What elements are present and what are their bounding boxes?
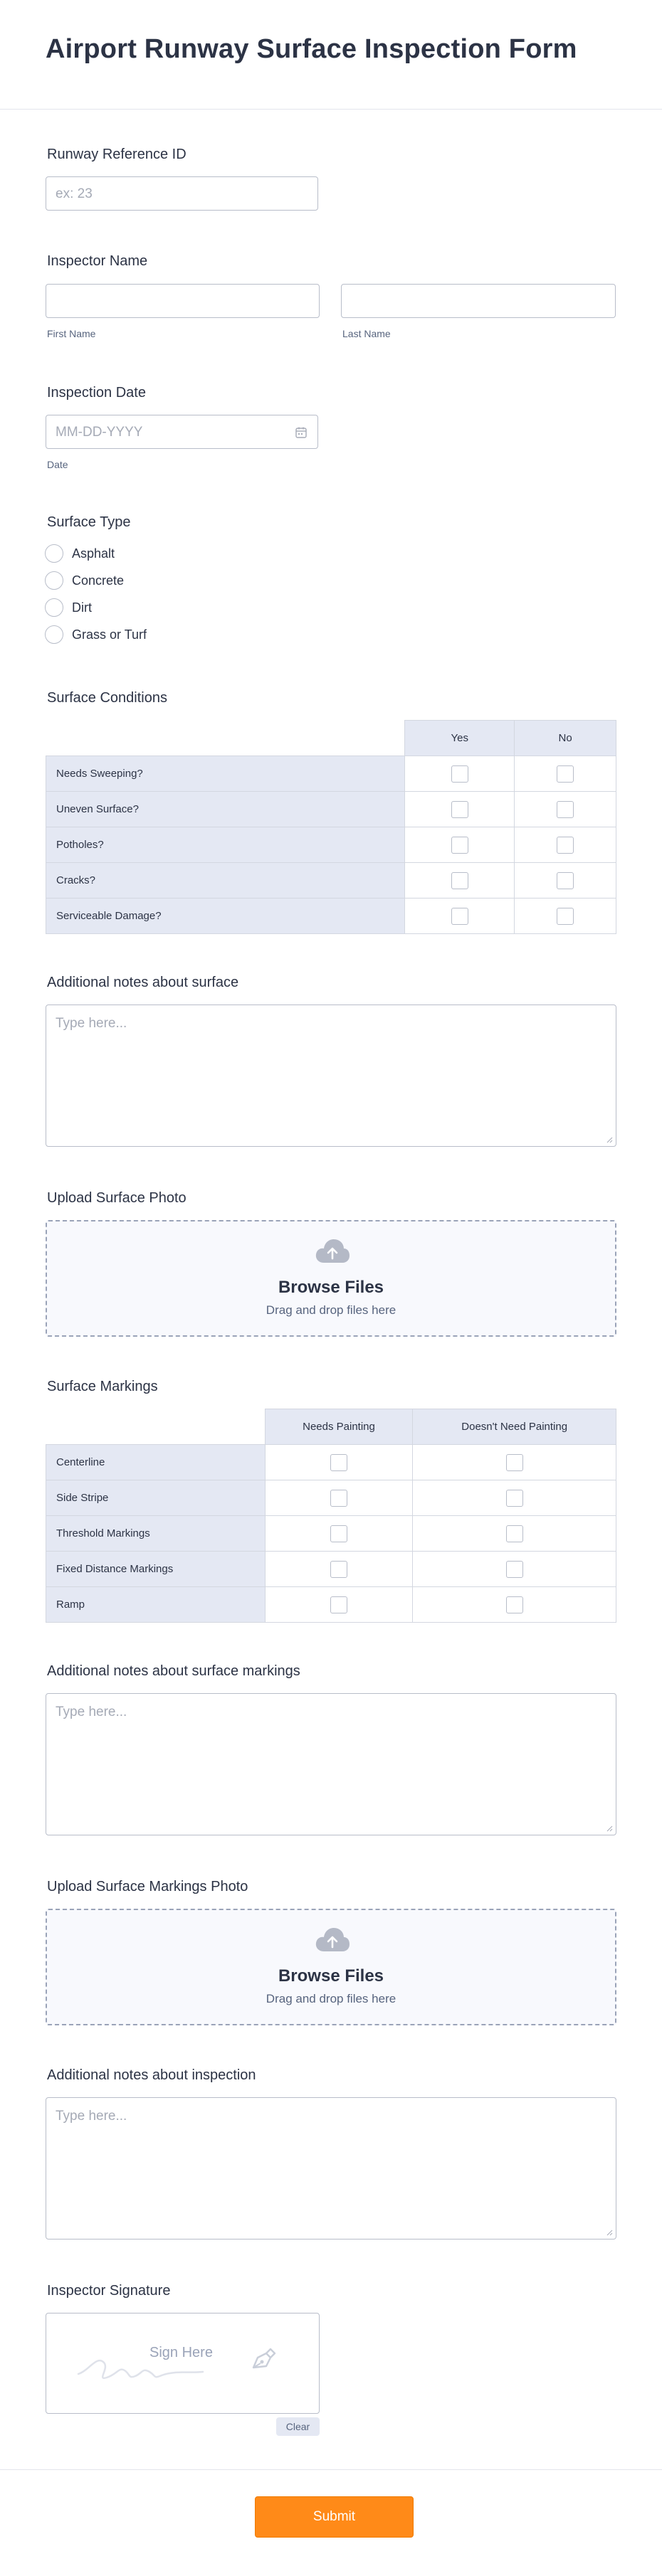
- surface-markings-label: Surface Markings: [47, 1379, 158, 1394]
- browse-files-text[interactable]: Browse Files: [278, 1278, 384, 1297]
- checkbox-no[interactable]: [557, 908, 574, 925]
- submit-button[interactable]: Submit: [255, 2496, 414, 2538]
- upload-surface-label: Upload Surface Photo: [47, 1190, 186, 1206]
- checkbox-no[interactable]: [557, 837, 574, 854]
- surface-type-label: Surface Type: [47, 514, 131, 530]
- radio-grass-label[interactable]: Grass or Turf: [72, 627, 147, 642]
- inspection-date-label: Inspection Date: [47, 385, 146, 401]
- col-header-doesnt-need-painting: Doesn't Need Painting: [413, 1409, 616, 1445]
- inspection-date-sublabel: Date: [47, 459, 68, 470]
- checkbox-needs-painting[interactable]: [330, 1490, 347, 1507]
- radio-grass[interactable]: [45, 625, 63, 644]
- radio-concrete[interactable]: [45, 571, 63, 590]
- row-label: Needs Sweeping?: [46, 756, 405, 792]
- clear-signature-button[interactable]: Clear: [276, 2417, 320, 2436]
- surface-conditions-matrix: [46, 720, 616, 934]
- checkbox-needs-painting[interactable]: [330, 1454, 347, 1471]
- checkbox-no[interactable]: [557, 872, 574, 889]
- inspection-date-input[interactable]: [46, 415, 318, 449]
- table-row: [46, 1552, 616, 1587]
- surface-markings-matrix: [46, 1409, 616, 1623]
- checkbox-doesnt-need-painting[interactable]: [506, 1561, 523, 1578]
- last-name-input[interactable]: [341, 284, 616, 318]
- col-header-yes: Yes: [405, 721, 515, 756]
- table-row: [46, 1445, 616, 1480]
- form-title: Airport Runway Surface Inspection Form: [46, 34, 577, 64]
- checkbox-yes[interactable]: [451, 837, 468, 854]
- runway-ref-label: Runway Reference ID: [47, 147, 186, 162]
- row-label: Potholes?: [46, 827, 405, 863]
- upload-surface-dropzone[interactable]: [46, 1220, 616, 1337]
- col-header-needs-painting: Needs Painting: [265, 1409, 413, 1445]
- drag-drop-text: Drag and drop files here: [266, 1303, 396, 1317]
- checkbox-doesnt-need-painting[interactable]: [506, 1596, 523, 1613]
- checkbox-yes[interactable]: [451, 801, 468, 818]
- table-row: [46, 1587, 616, 1623]
- radio-dirt-label[interactable]: Dirt: [72, 600, 92, 615]
- checkbox-doesnt-need-painting[interactable]: [506, 1454, 523, 1471]
- radio-asphalt[interactable]: [45, 544, 63, 563]
- first-name-input[interactable]: [46, 284, 320, 318]
- table-row: [46, 899, 616, 934]
- notes-surface-placeholder: Type here...: [56, 1016, 127, 1031]
- radio-asphalt-label[interactable]: Asphalt: [72, 546, 115, 561]
- upload-markings-label: Upload Surface Markings Photo: [47, 1879, 248, 1894]
- footer-divider: [0, 2469, 662, 2470]
- resize-handle-icon[interactable]: [606, 2229, 613, 2236]
- checkbox-yes[interactable]: [451, 765, 468, 783]
- row-label: Threshold Markings: [46, 1516, 266, 1552]
- table-row: [46, 1516, 616, 1552]
- signature-label: Inspector Signature: [47, 2283, 171, 2299]
- notes-surface-label: Additional notes about surface: [47, 975, 239, 990]
- checkbox-no[interactable]: [557, 801, 574, 818]
- notes-markings-placeholder: Type here...: [56, 1705, 127, 1719]
- runway-ref-input[interactable]: [46, 176, 318, 211]
- table-row: [46, 792, 616, 827]
- notes-markings-label: Additional notes about surface markings: [47, 1663, 300, 1679]
- notes-inspection-label: Additional notes about inspection: [47, 2067, 256, 2083]
- drag-drop-text: Drag and drop files here: [266, 1992, 396, 2005]
- table-row: [46, 863, 616, 899]
- notes-surface-textarea[interactable]: [46, 1005, 616, 1147]
- signature-pad[interactable]: [46, 2313, 320, 2414]
- pen-nib-icon: [248, 2345, 279, 2376]
- checkbox-no[interactable]: [557, 765, 574, 783]
- radio-concrete-label[interactable]: Concrete: [72, 573, 125, 588]
- upload-markings-dropzone[interactable]: [46, 1909, 616, 2025]
- row-label: Cracks?: [46, 863, 405, 899]
- row-label: Ramp: [46, 1587, 266, 1623]
- radio-dirt[interactable]: [45, 598, 63, 617]
- row-label: Uneven Surface?: [46, 792, 405, 827]
- runway-ref-placeholder: ex: 23: [56, 186, 93, 201]
- checkbox-doesnt-need-painting[interactable]: [506, 1490, 523, 1507]
- notes-markings-textarea[interactable]: [46, 1693, 616, 1835]
- table-row: [46, 1480, 616, 1516]
- cloud-upload-icon: [315, 1927, 350, 1953]
- first-name-sublabel: First Name: [47, 328, 96, 339]
- row-label: Side Stripe: [46, 1480, 266, 1516]
- header-divider: [0, 109, 662, 110]
- browse-files-text[interactable]: Browse Files: [278, 1966, 384, 1986]
- checkbox-needs-painting[interactable]: [330, 1561, 347, 1578]
- table-row: [46, 827, 616, 863]
- checkbox-yes[interactable]: [451, 872, 468, 889]
- row-label: Fixed Distance Markings: [46, 1552, 266, 1587]
- checkbox-yes[interactable]: [451, 908, 468, 925]
- calendar-icon[interactable]: [295, 426, 308, 439]
- row-label: Serviceable Damage?: [46, 899, 405, 934]
- last-name-sublabel: Last Name: [342, 328, 391, 339]
- surface-conditions-label: Surface Conditions: [47, 690, 167, 706]
- resize-handle-icon[interactable]: [606, 1136, 613, 1143]
- table-row: [46, 756, 616, 792]
- inspection-date-placeholder: MM-DD-YYYY: [56, 425, 143, 440]
- sign-here-placeholder: Sign Here: [149, 2345, 213, 2360]
- inspector-name-label: Inspector Name: [47, 253, 148, 269]
- checkbox-doesnt-need-painting[interactable]: [506, 1525, 523, 1542]
- checkbox-needs-painting[interactable]: [330, 1525, 347, 1542]
- row-label: Centerline: [46, 1445, 266, 1480]
- checkbox-needs-painting[interactable]: [330, 1596, 347, 1613]
- resize-handle-icon[interactable]: [606, 1825, 613, 1832]
- notes-inspection-placeholder: Type here...: [56, 2109, 127, 2124]
- cloud-upload-icon: [315, 1239, 350, 1264]
- col-header-no: No: [515, 721, 616, 756]
- notes-inspection-textarea[interactable]: [46, 2097, 616, 2240]
